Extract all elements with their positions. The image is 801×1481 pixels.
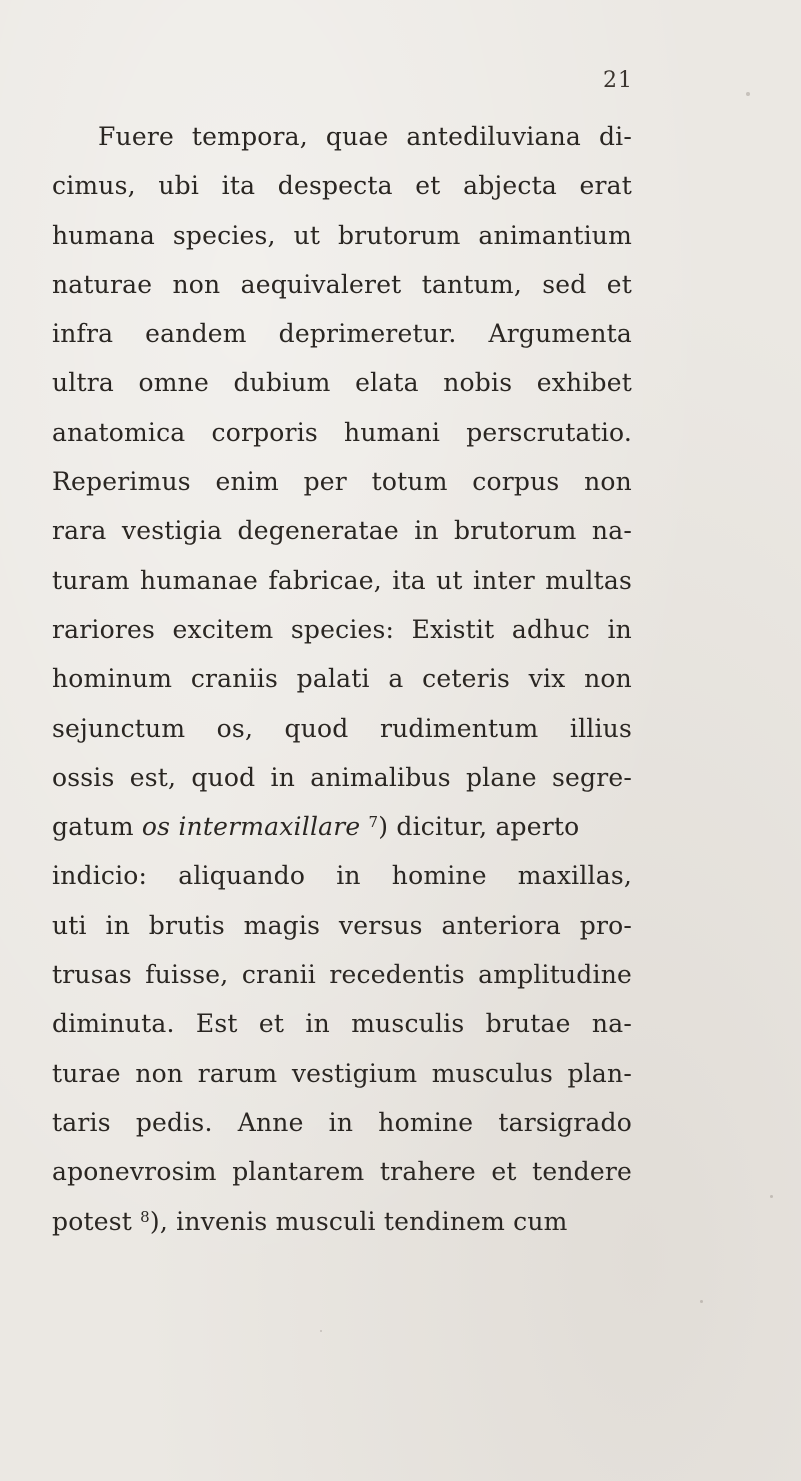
text-segment: ) dicitur, aperto [378, 812, 580, 842]
text-line: indicio: aliquando in homine maxillas, [52, 861, 632, 891]
paper-speck [320, 1330, 322, 1332]
paper-speck [700, 1300, 703, 1303]
text-line: naturae non aequivaleret tantum, sed et [52, 269, 632, 299]
page-number: 21 [603, 68, 633, 93]
text-segment: gatum [52, 812, 142, 842]
body-text [52, 112, 632, 1246]
text-line: taris pedis. Anne in homine tarsigrado [52, 1107, 632, 1137]
italic-term: os intermaxillare [141, 812, 361, 842]
text-line: Reperimus enim per totum corpus non [52, 467, 632, 497]
text-line: humana species, ut brutorum animantium [52, 220, 632, 250]
text-line: aponevrosim plantarem trahere et tendere [52, 1157, 632, 1187]
text-line: cimus, ubi ita despecta et abjecta erat [52, 171, 632, 201]
paper-speck [746, 92, 750, 96]
text-line: hominum craniis palati a ceteris vix non [52, 664, 632, 694]
text-line-with-footnote [52, 802, 632, 851]
footnote-marker: 7 [368, 813, 379, 832]
text-line: trusas fuisse, cranii recedentis amplitudine [52, 960, 632, 990]
text-line-with-footnote [52, 1197, 632, 1246]
text-line: turae non rarum vestigium musculus plan- [52, 1058, 632, 1088]
footnote-marker: 8 [140, 1207, 150, 1226]
text-segment: ), invenis musculi tendinem cum [149, 1206, 568, 1236]
text-line: uti in brutis magis versus anteriora pro- [52, 910, 632, 940]
text-line: diminuta. Est et in musculis brutae na- [52, 1009, 632, 1039]
text-line: Fuere tempora, quae antediluviana di- [98, 122, 632, 151]
text-segment: potest [52, 1206, 141, 1236]
text-line: turam humanae fabricae, ita ut inter multas [52, 565, 632, 595]
text-line: anatomica corporis humani perscrutatio. [52, 417, 632, 447]
paper-speck [770, 1195, 773, 1198]
text-line: rara vestigia degeneratae in brutorum na- [52, 516, 632, 546]
text-line: infra eandem deprimeretur. Argumenta [52, 319, 632, 349]
text-line: rariores excitem species: Existit adhuc in [52, 614, 632, 644]
text-line: sejunctum os, quod rudimentum illius [52, 713, 632, 743]
text-line: ossis est, quod in animalibus plane segre- [52, 762, 632, 792]
text-line: ultra omne dubium elata nobis exhibet [52, 368, 632, 398]
